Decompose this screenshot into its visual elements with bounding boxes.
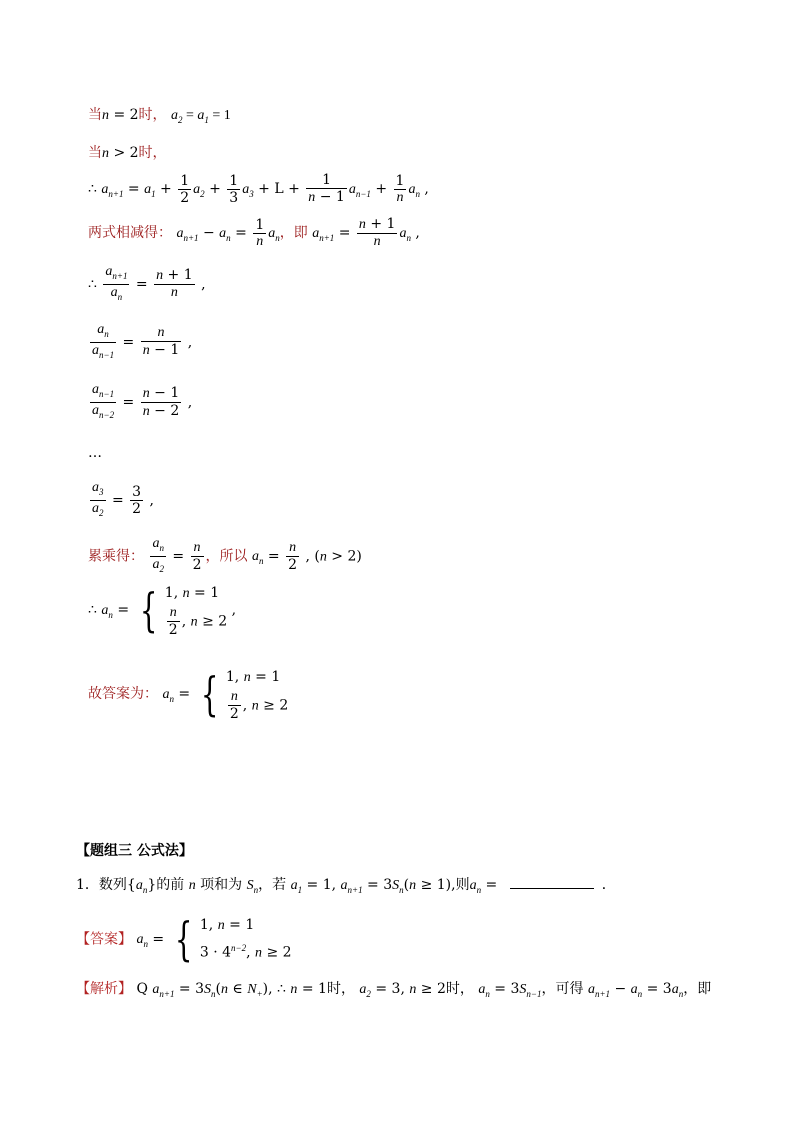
- line-case-n-gt-2: 当n > 2时，: [88, 145, 167, 161]
- answer-blank[interactable]: [510, 876, 594, 889]
- formula-ratio-n-plus-1: ∴ $\frac{a_{n+1}}{a_n}$ = $\frac{n + 1}{n}$ ,: [88, 264, 206, 302]
- formula-a2-equals-a1: $a_2 = a_1 = 1$: [171, 108, 231, 125]
- ellipsis: …: [88, 445, 102, 461]
- problem-1-answer: 【答案】 $a_n$ = { 1, n = 1 $3 \cdot 4^{n-2}$, n ≥ 2: [76, 912, 292, 967]
- problem-1-statement: 1．数列$\{a_n\}$的前 n 项和为 $S_n$，若 $a_1 = 1$, $a_{n+1} = 3S_n(n \ge 1)$,则$a_n$ = ．: [76, 877, 616, 895]
- formula-ratio-3-over-2: $\frac{a_3}{a_2}$ = $\frac{3}{2}$ ,: [92, 480, 154, 518]
- line-subtract: 两式相减得： $a_{n+1} - a_n$ = $\frac{1}{n}$ $a_n$，即 $a_{n+1}$ = $\frac{n + 1}{n}$ $a_n$ ,: [88, 216, 420, 249]
- line-final-answer: 故答案为： $a_n$ = { 1, n = 1 $\frac{n}{2}$ , n ≥ 2: [88, 667, 289, 722]
- line-case-n-equals-2: 当n = 2时， $a_2 = a_1 = 1$: [88, 107, 231, 125]
- formula-piecewise-result: ∴ $a_n$ = { 1, n = 1 $\frac{n}{2}$ , n ≥ 2 ,: [88, 583, 237, 638]
- formula-ratio-n-minus-1: $\frac{a_{n-1}}{a_{n-2}}$ = $\frac{n - 1}{n - 2}$ ,: [92, 382, 193, 420]
- line-multiply: 累乘得： $\frac{a_n}{a_2}$ = $\frac{n}{2}$ ，所以 $a_n$ = $\frac{n}{2}$ , (n > 2): [88, 536, 362, 574]
- formula-ratio-n: $\frac{a_n}{a_{n-1}}$ = $\frac{n}{n - 1}$ ,: [92, 322, 193, 360]
- formula-recurrence-sum: ∴ $a_{n+1} = a_1$ + $\frac{1}{2}$ $a_2$ + $\frac{1}{3}$ $a_3 + L$ + $\frac{1}{n - 1}$ $a_{n-1}$ + $\frac{1}{n}$ $a_n$ ,: [88, 172, 429, 206]
- section-heading: 【题组三 公式法】: [76, 843, 193, 859]
- problem-1-analysis: 【解析】 Q $a_{n+1} = 3S_n(n$ ∈ $N_+$), ∴ n = 1时， $a_2 = 3$, n ≥ 2时， $a_n = 3S_{n-1}$，可得 $a_{n+1} - a_n = 3a_n$，即: [76, 981, 712, 999]
